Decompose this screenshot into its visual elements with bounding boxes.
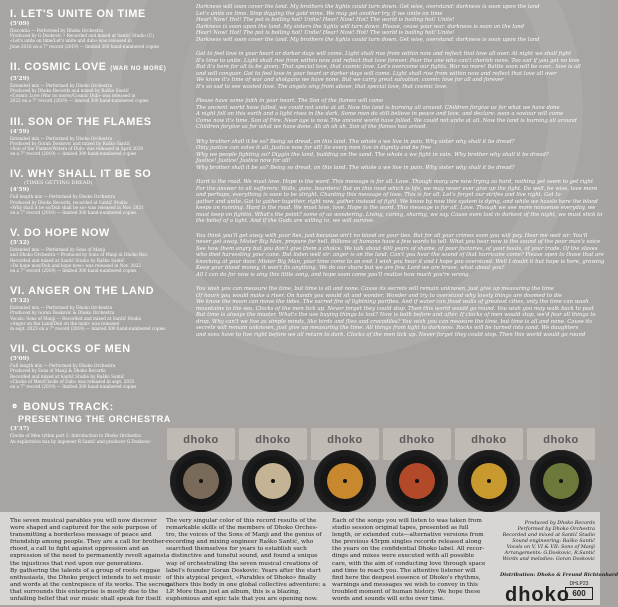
track-number: III. [10,115,25,128]
spindle-hole [415,479,419,483]
track-number: II. [10,60,21,73]
lyrics-verse-6: You think you'll get away with your lies, just because ain't no blood on your ties. But for all your crimes soon you will pay. Hear me well sir: You'll never get away. Mister Big Man, prepare for hell. Billions of humans have a few words to tell. What you hear now is the sound of the poor man's voice See how them angry but you don't give them a choice. We talk about 400 years of shame, of poor factories, of your boats, of your trade. Of the slaves who died harvesting your cane. But listen well sir: anger is on the land. Can't you hear the sound of that hurricane come? Please open to those that are knocking at your door. Mister Big Man, your time come to an end. I wish you hear it and I hope you overstand. Well I doubt it but hope is here, growing Keep your blood money, it won't fix anything. We do our share but we are few. Lord we are brave, what about you? All I can do for now is sing this little song, and hope soon come you'll realize how much you're wrong. [196,232,605,278]
track-credits: Full length mix — Performed by Dhoko Orchestra Produced by Sons of Manji & Dhoko Records Recorded and mixed at Santić Studio by Raško Santić «Clocks of Men/Clocks of Dub» was released in sept. 2023 on a 7" record (2019) — limited 300 hand-numbered copies [10,363,137,390]
track-credits: Extended mix — Performed by Dhoko Orchestra Produced by Goran Doskovic and mixed by Raško Santić «Son of the Flames/Waters of Dub» was released in April 2020 on a 7" record (2019) — limited 300 hand-numbered copies [10,135,144,157]
spindle-hole [487,479,491,483]
vinyl-record-4 [382,426,452,512]
spindle-hole [199,479,203,483]
track-number: VI. [10,285,26,298]
catalog-code: DHLP23 [569,581,589,587]
sleeve-logo: dhoko [399,434,435,446]
sleeve-logo: dhoko [183,434,219,446]
track-5 [10,227,188,273]
spindle-hole [271,479,275,483]
lyrics [196,4,605,422]
production-credits: Produced by Dhoko Records Performed by Dhoko Orchestra Recorded and mixed at Santić Studio Sound engineering: Raško Santić Vocals on V, VI & VII: Sons of Manji Arrangements: G.Doskovic, R.Santić Words and melodies: Goran Doskovic [502,520,595,562]
track-duration: (4'59) [10,187,30,194]
track-number: I. [10,8,18,20]
sleeve-logo: dhoko [255,434,291,446]
track-number: IV. [10,168,25,181]
spindle-hole [343,479,347,483]
track-credits: Extended mix — Performed by Dhoko Orchestra Produced by Dhoko Records and mixed by Raško Santić «Cosmic Love (War no more)/Cosmic Dub» was released in 2022 on a 7" record (2019) — limited 300 hand-numbered copies [10,82,149,104]
track-4 [10,168,188,215]
liner-notes-col-2: The very singular color of this record results of the remarkable skills of the members of Dhoko Orches- tro, the voices of the Sons of Manji and the genius of recording and mixing engineer Raško Santić, who searched themselves for years to establish such a distinctive and tuneful sound, and found a unique way of orchestrating the seven musical creations of label's founder Goran Doskovic. Years after the start of this atypical project, «Parables of Dhoko» finally gathers this body in one global collective adventure: a LP. More than just an album, this is a blazing, euphonious and epic tale that you are opening now. [166,518,326,603]
track-duration: (5'09) [10,21,30,27]
track-duration: (5'29) [10,75,30,82]
track-7 [10,343,188,389]
track-duration: (3'37) [10,426,30,433]
track-title: LET'S UNITE ON TIME [20,8,146,20]
lyrics-verse-3: Please have some faith in your heart. The Son of the flames will come The ancient world have falled, we could not unite at all. Now the land is burning all around. Children forgive us for what we have done A night fall on this earth and a light rises in the dark. Some men do still believe in peace and love, and declare: soon a saviour will come Come now it's time. Son of Fire. Near age is now. The ancient world have falled. We could not unite at all. Now the land is burning all around Children forgive us for what we have done. Ah ah ah ah. Son of the flames has arised. [196,98,577,130]
vinyl-record-2 [238,426,308,512]
track-title: COSMIC LOVE [24,60,107,73]
track-title-suffix: (TIMES GETTING DREAD) [24,180,93,187]
track-title: WHY SHALL IT BE SO [27,168,152,181]
track-duration: (4'59) [10,128,30,135]
liner-notes-col-3: Each of the songs you will listen to was taken from studio session original tapes, presented as full length, or extended cuts—alternative versions from the previous 45rpm singles records released along the years on the confidential Dhoko label. All recor- dings and mixes were executed with all possible care, with the aim of conducting love through space and time to reach you. The attentive listener will find here the deepest essence of Dhoko's rhythms, warnings and messages we wish to convey in this troubled moment of human history. We hope these words and sounds will echo over time. [332,518,486,603]
sleeve-logo: dhoko [471,434,507,446]
lyrics-verse-7: You wish you can measure the time, but time is all and none. Cause its secrets will remain unknown, just give up measuring the time Of hours you would make a river. On hands you would sit and wonder. Wonder and try to overstand why lovely things are doomed to die We know the moon can move the tides. The sacred fire of lightning purifies. And if water can flood walls of greatest cities, only the time can wash mountains to the sea. Clocks of the men tick up. Never forget they could stop. Then this world would go round. You wish you may walk back to past But time is always the master. What's the use buying things to last? Now is both before and after. If clocks of men would stop, we'd fear all things to drop. Why can't we live as simple minds, like birds and flies and crocodiles? You wish you can measure the time, but time is all and none. Cause its secrets will remain unknown, just give up measuring the time. All things from light to darkness. Rocks will be turned into sand. We daughters and sons have to live right before we all return to dark. Clocks of the men tick up. Never forget they could stop. Then this world would go round [196,286,596,338]
vinyl-record-1 [166,426,236,512]
bonus-icon: ⚬ [10,401,20,414]
track-title: DO HOPE NOW [24,227,110,240]
track-6 [10,285,188,331]
track-duration: (5'09) [10,356,30,363]
track-credits: Clocks of Men rythm part 2: Introduction to Dhoko Orchestra An explorative mix by ingeneer R.Santić and producer G.Doskovic [10,433,151,444]
track-duration: (5'32) [10,298,30,305]
catalog-number: 600 [565,587,593,600]
bonus-title-line2: PRESENTING THE ORCHESTRA [18,414,171,425]
track-number: VII. [10,343,29,356]
track-credits: Extended mix — Performed by Dhoko Orchestra Produced by Goran Doskovic & Dhoko Orchestra Vocals: Sons of Manji — Recorded and mixed at Santić Studio «Anger on the Land/Dub on the land» was released in sept. 2023 on a 7" record (2019) — limited 300 hand-numbered copies [10,305,166,332]
vinyl-record-6 [526,426,596,512]
track-2 [10,61,188,104]
track-number: V. [10,227,21,240]
catalog-box [565,581,593,600]
track-title: CLOCKS OF MEN [32,343,131,356]
liner-notes-col-1: The seven musical parables you will now discover were shaped and captured for the sole purpose of transmitting a borderless message of peace and friendship among people. They are a call for brother- rhood, a call to fight against oppression and an expression of the need to permanently revolt against the injustices that rest upon our generations. By gathering the talents of a group of roots reggae enthusiasts, the Dhoko project intends to set music and words at the centrepiece of its works. The secrecy that surrounds this enterprise is mostly due to the unfailing belief that our music shall speak for itself. [10,518,172,603]
vinyl-record-3 [310,426,380,512]
tracklist [10,8,188,444]
distribution: Distribution: Dhoko & Freund Richtonhard [500,572,618,578]
liner-notes [0,512,618,606]
vinyl-record-5 [454,426,524,512]
lyrics-verse-1: Darkness will soon cover the land. My brothers the lights could turn down. Get wise, overstand: darkness is soon upon the land Let's unite on time. Stop digging the gold mine. We may get another try, if we unite on time Hear! Now! Hot! The pot is boiling hot! Unite! Hear! Now! Hot! The world is boiling hot! Unite! Darkness is soon upon the land. My sisters the lights will turn down. Please, cease your war: darkness is soon on the land Hear! Now! Hot! The pot is boiling hot! Unite! Hear! Now! Hot! The world is boiling hot! Unite! Darkness will soon cover the land. My brothers the lights could turn down. Get wise, overstand: darkness is soon upon the land [196,4,540,43]
lyrics-verse-5: Hard is the road. We must love. Hope is the word. This message is for all. Love. Though many are now trying so hard, nothing yet seem to get right For the answer to all sufferers: Walls, guns, boarders! But on this road which is life, we may never ever give up the fight. Do well, be wise, love more and perhaps, everything is soon to be alright. Chanting this message of love. This is for all. Let's forget our strifes and live right. Got to gather and unite. Got to gather together, right now, gather instead of fight. We know by now this system is dying, and while we hassle here the blood keeps on running. Hard is the road. We must love, love. Hope is the word. This message is for all. Love. Though we see more nonsense everyday, we must keep on fightin. What's the point? some of us wondering. Living, caring, sharing, we say. Cause even lost in darkest of the night, we must stick to the belief of a light. And if the Gods are willing to, we will survive. [196,179,603,224]
track-credits: Full length mix — Performed by Dhoko Orchestra Produced by Dhoko Records, recorded at Santić Studio «Why shall it be so/Dub shall be so» was released in Nov. 2021 on a 7" record (2019) — limited 300 hand-numbered copies [10,194,144,216]
bonus-track [10,401,188,443]
bonus-title: BONUS TRACK: [23,401,114,414]
track-credits: Extended mix — Performed by Sons of Manji and Dhoko Orchestra • Produced by Sons of Manji & Dhoko Rec. Recorded and mixed at Santić Studio by Raško Santić «Do hope now/Dub and hope now» was released in Nov. 2022 on a 7" record (2019) — limited 300 hand-numbered copies [10,247,149,274]
track-title-suffix: (WAR NO MORE) [110,65,167,72]
spindle-hole [559,479,563,483]
dhoko-logo: dhoko [505,584,570,606]
track-title: ANGER ON THE LAND [28,285,155,298]
records-row [166,426,596,512]
sleeve-logo: dhoko [543,434,579,446]
track-3 [10,116,188,157]
lyrics-verse-4: Why brother shall it be so? Being so dread, on this land. The whole a we live in pain. Why sister why shall it be dread? Only justice can solve it all. Justice now for all! So every men live in dignity and be free Why we people fighting so? Diggin the land, building on the sand. The whole a we fight in vain. Why brother why shall it be dread? Justice! Justice! Justice now for all! Why brother shall it be so? Being so dread, on this land. The whole a we live in pain. Why sister why shall it be dread? [196,138,549,171]
track-1 [10,8,188,49]
track-title: SON OF THE FLAMES [28,115,152,128]
lyrics-verse-2: Got to feel love in your heart or darker days will come. Light shall rise from within now and reflect that love all over. At night we shall fight It's time to unite. Light shall rise from within now and reflect that love forever. Poor the one who can't cherish none. Too sad if you get no love But it's here for all to be given. That special love, that cosmic love. Let's overcome our fights. War no more! Battle soon will be over.. love is all and will conquer. Got to feel love in your heart or darker days will come. Light shall rise from within now and reflect that love all over We know it's time of war and shotguns we have none. But we carry great salvation: cosmic love for all and forever It's so sad to see wasted love. The angels sing from above, that special love, that cosmic love. [196,51,581,90]
sleeve-logo: dhoko [327,434,363,446]
track-credits: Discontia — Performed by Dhoko Orchestra Produced by G.Doskovic • Recorded and mixed at Santić Studio (U) «Let's unite on time/Let's unite and dub» was released in June 2018 on a 7" record (2019) — limited 300 hand-numbered copies [10,28,160,49]
track-duration: (5'32) [10,240,30,247]
